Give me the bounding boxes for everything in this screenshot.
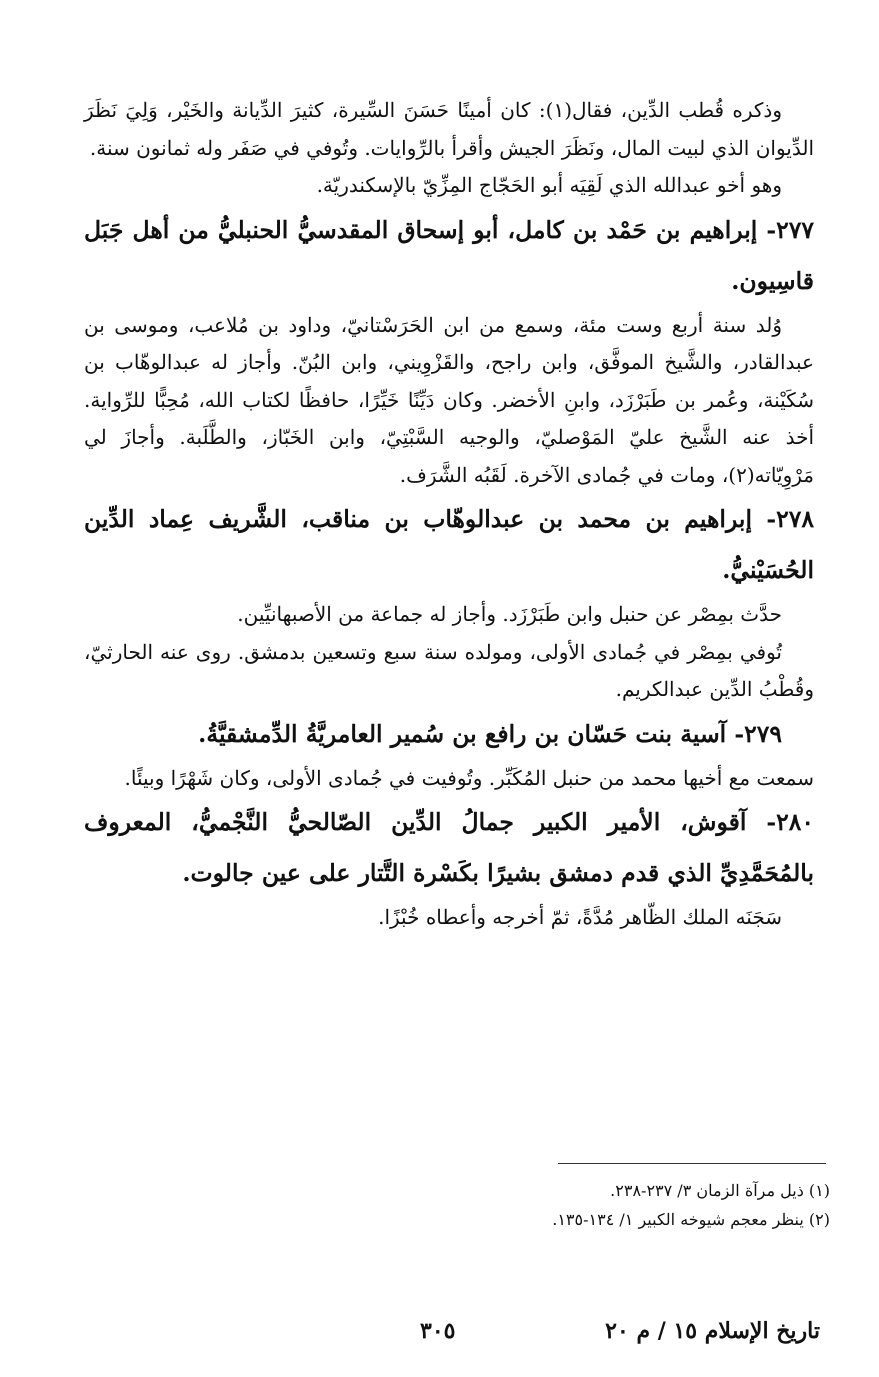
entry-heading-280: ٢٨٠- آقوش، الأمير الكبير جمالُ الدِّين الصّالحيُّ النَّجْميُّ، المعروف بالمُحَمَّدِيِّ الذي قدم دمشق بشيرًا بكَسْرة التَّتار على عين جالوت. (84, 808, 814, 887)
footnotes (300, 1176, 830, 1234)
entry-heading-278: ٢٧٨- إبراهيم بن محمد بن عبدالوهّاب بن مناقب، الشَّريف عِماد الدِّين الحُسَيْنيُّ. (84, 505, 814, 584)
paragraph-brother-note: وهو أخو عبدالله الذي لَقِيَه أبو الحَجّاج المِزِّيّ بالإسكندريّة. (316, 173, 782, 197)
entry-body-277: وُلد سنة أربع وست مئة، وسمع من ابن الحَرَسْتانيّ، وداود بن مُلاعب، وموسى بن عبدالقادر، والشَّيخ الموفَّق، وابن راجح، والقَزْوِيني، وابن البُنّ. وأجاز له عبدالوهّاب بن سُكَيْنة، وعُمر بن طَبَرْزَد، وابنِ الأخضر. وكان دَيِّنًا خَيِّرًا، حافظًا لكتاب الله، مُحِبًّا للرِّواية. أخذ عنه الشَّيخ عليّ المَوْصليّ، والوجيه السَّبْتِيّ، وابن الخَبّاز، والطَّلَبة. وأجازَ لي مَرْوِيّاته(٢)، ومات في جُمادى الآخرة. لَقَبُه الشَّرَف. (84, 312, 814, 487)
body-text (84, 92, 814, 937)
entry-body-278-b: تُوفي بمِصْر في جُمادى الأولى، ومولده سنة سبع وتسعين بدمشق. روى عنه الحارثيّ، وقُطْبُ الدِّين عبدالكريم. (84, 639, 814, 701)
entry-heading-279: ٢٧٩- آسية بنت حَسّان بن رافع بن سُمير العامريَّةُ الدِّمشقيَّةُ. (198, 719, 782, 748)
footnote-divider (558, 1163, 826, 1164)
footnote-2: (٢) ينظر معجم شيوخه الكبير ١/ ١٣٤-١٣٥. (552, 1210, 830, 1229)
entry-body-278-a: حدَّث بمِصْر عن حنبل وابن طَبَرْزَد. وأجاز له جماعة من الأصبهانيِّين. (237, 602, 782, 626)
entry-body-279: سمعت مع أخيها محمد من حنبل المُكَبِّر. وتُوفيت في جُمادى الأولى، وكان شَهْرًا وبيئًا. (124, 765, 814, 790)
paragraph-qutb-aldin-quote: وذكره قُطب الدِّين، فقال(١): كان أمينًا حَسَنَ السِّيرة، كثيرَ الدِّيانة والخَيْر، وَلِيَ نَظَرَ الدِّيوان الذي لبيت المال، ونَظَرَ الجيش وأقرأ بالرِّوايات. وتُوفي في صَفَر وله ثمانون سنة. (84, 98, 814, 160)
page-number: ٣٠٥ (420, 1318, 456, 1344)
footnote-1: (١) ذيل مرآة الزمان ٣/ ٢٣٧-٢٣٨. (610, 1181, 830, 1200)
entry-heading-277: ٢٧٧- إبراهيم بن حَمْد بن كامل، أبو إسحاق المقدسيُّ الحنبليُّ من أهل جَبَل قاسِيون. (84, 215, 814, 295)
book-title-footer: تاريخ الإسلام ١٥ / م ٢٠ (605, 1318, 820, 1344)
entry-body-280: سَجَنَه الملك الظّاهر مُدَّةً، ثمّ أخرجه وأعطاه خُبْزًا. (378, 905, 782, 929)
